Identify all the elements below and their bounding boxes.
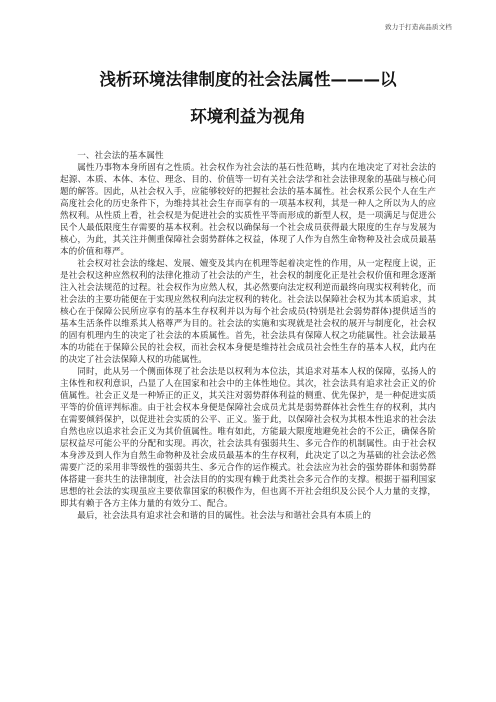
document-body (60, 150, 436, 522)
section-heading: 一、社会法的基本属性 (77, 151, 164, 161)
paragraph-4: 最后，社会法具有追求社会和谐的目的属性。社会法与和谐社会具有本质上的 (77, 511, 372, 521)
document-title-line-1: 浅析环境法律制度的社会法属性———以 (99, 70, 397, 89)
paragraph-3: 同时，此从另一个侧面体现了社会法是以权利为本位法，其追求对基本人权的保障，弘扬人的主体性和权利意识，凸显了人在国家和社会中的主体性地位。其次，社会法具有追求社会正义的价值属性。社会正义是一种矫正的正义，其关注对弱势群体利益的侧重、优先保护，是一种促进实质平等的价值评判标准。由于社会权本身便是保障社会成员尤其是弱势群体社会性生存的权利，其内在需要倾斜保护，以促进社会实质的公平、正义。鉴于此，以保障社会权为其根本性追求的社会法自然也应以追求社会正义为其价值属性。唯有如此，方能最大限度地避免社会的不公正，确保各阶层权益尽可能公平的分配和实现。再次，社会法具有强弱共生、多元合作的机制属性。由于社会权本身涉及到人作为自然生命物种及社会成员最基本的生存权利，此决定了以之为基础的社会法必然需要广泛的采用非等级性的强弱共生、多元合作的运作模式。社会法应为社会的强势群体和弱势群体搭建一套共生的法律制度，社会法目的的实现有赖于此类社会多元合作的支撑。根据于福利国家思想的社会法的实现虽应主要依靠国家的积极作为，但也离不开社会组织及公民个人力量的支撑，即其有赖于各方主体力量的有效分工、配合。 (60, 367, 436, 509)
document-header-note: 致力于打造高品质文档 (385, 23, 452, 31)
paragraph-2: 社会权对社会法的缘起、发展、嬗变及其内在机理等起着决定性的作用，从一定程度上说，正是社会权这种应然权利的法律化推动了社会法的产生，社会权的制度化正是社会权价值和理念逐渐注入社会法规范的过程。社会权作为应然人权，其必然要向法定权利逆而最终向现实权利转化，而社会法的主要功能便在于实现应然权利向法定权利的转化。社会法以保障社会权为其本质追求，其核心在于保障公民所应享有的基本生存权利并以为每个社会成员(特别是社会弱势群体)提供适当的基本生活条件以维系其人格尊严为目的。社会法的实施和实现就是社会权的展开与制度化，社会权的固有机理内生的决定了社会法的本质属性。首先，社会法具有保障人权之功能属性。社会法最基本的功能在于保障公民的社会权，而社会权本身便是维持社会成员社会性生存的基本人权，此内在的决定了社会法保障人权的功能属性。 (60, 259, 436, 365)
paragraph-1: 属性乃事物本身所固有之性质。社会权作为社会法的基石性范畴，其内在地决定了对社会法的起源、本质、本体、本位、理念、目的、价值等一切有关社会法学和社会法律现象的基础与核心问题的解答。因此，从社会权入手，应能够较好的把握社会法的基本属性。社会权系公民个人在生产高度社会化的历史条件下，为维持其社会生存而享有的一项基本权利，其是一种人之所以为人的应然权利。从性质上看，社会权是为促进社会的实质性平等而形成的新型人权，是一项满足与促进公民个人最低限度生存需要的基本权利。社会权以确保每一个社会成员获得最大限度的生存与发展为核心，为此，其关注并侧重保障社会弱势群体之权益，体现了人作为自然生命物种及社会成员最基本的价值和尊严。 (60, 163, 436, 257)
document-title-line-2: 环境利益为视角 (190, 107, 306, 126)
